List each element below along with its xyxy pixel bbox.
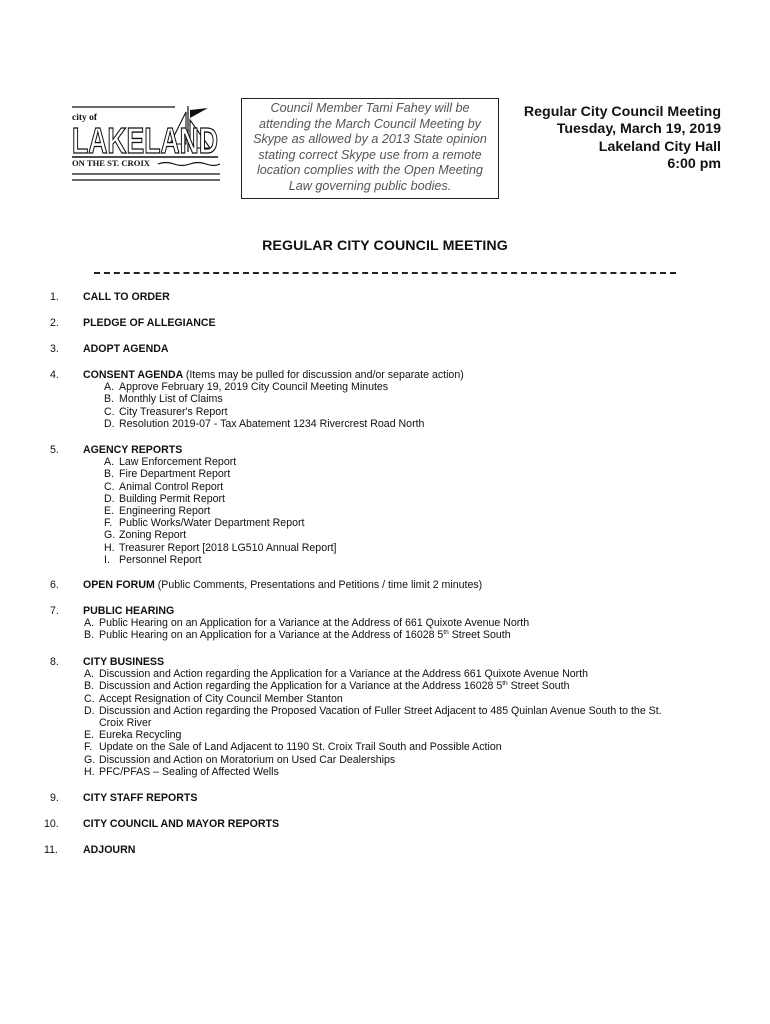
meeting-date: Tuesday, March 19, 2019 [556, 121, 721, 138]
subitem-letter: G. [84, 753, 96, 766]
subitem-text: Monthly List of Claims [119, 393, 223, 406]
subitem [104, 418, 424, 430]
subitem-letter: B. [104, 393, 115, 406]
subitem-letter: A. [84, 668, 95, 681]
agenda-number: 8. [50, 656, 59, 668]
subitem-letter: E. [104, 505, 115, 517]
subitem [84, 668, 662, 680]
logo-city-of: city of [72, 113, 98, 123]
subitem [104, 554, 337, 566]
subitem-letter: D. [104, 492, 115, 505]
subitem-text: Eureka Recycling [99, 729, 182, 742]
subitem [84, 729, 662, 741]
subitem-letter: A. [104, 381, 115, 394]
subitem-text: Public Hearing on an Application for a Variance at the Address of 661 Quixote Avenue North [99, 617, 530, 630]
agenda-heading: ADJOURN [83, 844, 136, 856]
subitem-letter: C. [104, 405, 115, 418]
agenda-subitems [84, 668, 662, 778]
subitem-letter: D. [104, 417, 115, 430]
agenda-heading-text: OPEN FORUM [83, 579, 155, 591]
subitem [104, 468, 337, 480]
logo-tagline: ON THE ST. CROIX [72, 158, 150, 168]
subitem-text: Animal Control Report [119, 480, 224, 493]
agenda-heading [83, 369, 464, 381]
subitem [104, 456, 337, 468]
subitem-letter: A. [104, 456, 115, 469]
agenda-number: 1. [50, 291, 59, 303]
ordinal-suffix: th [502, 680, 508, 688]
subitem [84, 693, 662, 705]
subitem-text: Discussion and Action on Moratorium on Used Car Dealerships [99, 753, 396, 766]
agenda-heading: CITY COUNCIL AND MAYOR REPORTS [83, 818, 280, 830]
subitem-text: Zoning Report [119, 529, 187, 542]
agenda-subitems [104, 456, 337, 566]
subitem-text: Treasurer Report [2018 LG510 Annual Report] [119, 541, 337, 554]
agenda-heading: ADOPT AGENDA [83, 343, 169, 355]
subitem [104, 505, 337, 517]
subitem-letter: B. [104, 468, 115, 481]
subitem [104, 529, 337, 541]
subitem [84, 766, 662, 778]
subitem-continuation: Croix River [99, 717, 152, 729]
subitem [104, 393, 424, 405]
agenda-number: 11. [44, 844, 58, 856]
subitem [84, 741, 662, 753]
subitem [104, 517, 337, 529]
subitem [104, 406, 424, 418]
agenda-heading: PUBLIC HEARING [83, 605, 175, 617]
subitem-text-end: Street South [507, 680, 570, 693]
subitem [104, 381, 424, 393]
subitem-letter: E. [84, 729, 95, 742]
subitem-text: Law Enforcement Report [119, 456, 237, 469]
subitem [104, 493, 337, 505]
agenda-heading-text: CONSENT AGENDA [83, 369, 183, 381]
subitem [84, 705, 662, 717]
subitem-letter: F. [84, 741, 93, 754]
subitem [104, 542, 337, 554]
meeting-location: Lakeland City Hall [598, 138, 721, 155]
meeting-time: 6:00 pm [667, 156, 721, 173]
subitem-text: Public Works/Water Department Report [119, 517, 305, 530]
subitem-letter: H. [84, 765, 95, 778]
agenda-heading: PLEDGE OF ALLEGIANCE [83, 317, 216, 329]
subitem-text: Discussion and Action regarding the Application for a Variance at the Address 661 Quixote Avenue North [99, 668, 588, 681]
subitem-text: Approve February 19, 2019 City Council Meeting Minutes [119, 381, 389, 394]
agenda-number: 9. [50, 792, 59, 804]
subitem-letter: C. [84, 692, 95, 705]
agenda-heading: CITY STAFF REPORTS [83, 792, 198, 804]
agenda-heading: CITY BUSINESS [83, 656, 165, 668]
subitem-text: Update on the Sale of Land Adjacent to 1190 St. Croix Trail South and Possible Action [99, 741, 502, 754]
agenda-subitems [84, 617, 529, 641]
subitem-text: Resolution 2019-07 - Tax Abatement 1234 Rivercrest Road North [119, 417, 425, 430]
agenda-heading-note: (Public Comments, Presentations and Petitions / time limit 2 minutes) [157, 579, 483, 591]
subitem-text: Public Hearing on an Application for a Variance at the Address of 16028 5 [99, 629, 444, 642]
subitem-text: Accept Resignation of City Council Member Stanton [99, 692, 343, 705]
subitem-letter: F. [104, 517, 113, 530]
page-title: REGULAR CITY COUNCIL MEETING [262, 238, 508, 254]
meeting-type: Regular City Council Meeting [523, 104, 721, 120]
subitem-letter: D. [84, 704, 95, 717]
subitem-letter: B. [84, 629, 95, 642]
subitem-text: PFC/PFAS – Sealing of Affected Wells [99, 765, 279, 778]
subitem-letter: B. [84, 680, 95, 693]
agenda-heading-note: (Items may be pulled for discussion and/or separate action) [185, 369, 464, 381]
subitem-letter: A. [84, 617, 95, 630]
agenda-number: 4. [50, 369, 59, 381]
subitem [84, 680, 662, 692]
subitem-letter: I. [104, 553, 110, 566]
subitem-letter: C. [104, 480, 115, 493]
subitem-text: Discussion and Action regarding the Application for a Variance at the Address 16028 5 [99, 680, 503, 693]
agenda-heading: AGENCY REPORTS [83, 444, 183, 456]
subitem [84, 754, 662, 766]
subitem-text: City Treasurer's Report [119, 405, 228, 418]
agenda-heading: CALL TO ORDER [83, 291, 170, 303]
agenda-number: 10. [44, 818, 59, 830]
subitem-text: Engineering Report [119, 505, 211, 517]
subitem [84, 617, 529, 629]
ordinal-suffix: th [443, 629, 449, 637]
agenda-number: 2. [50, 317, 59, 329]
agenda-subitems [104, 381, 424, 430]
agenda-heading [83, 579, 482, 591]
agenda-number: 5. [50, 444, 59, 456]
subitem-text: Personnel Report [119, 553, 202, 566]
subitem [84, 629, 529, 641]
agenda-number: 6. [50, 579, 59, 591]
subitem-text: Building Permit Report [119, 492, 225, 505]
subitem-text: Discussion and Action regarding the Proposed Vacation of Fuller Street Adjacent to 485 Quinlan Avenue South to the St. [99, 704, 662, 717]
agenda-number: 7. [50, 605, 59, 617]
logo-city-name: LAKELAND [72, 120, 218, 161]
agenda-number: 3. [50, 343, 59, 355]
subitem-text-end: Street South [448, 629, 511, 642]
subitem [104, 481, 337, 493]
skype-notice-box: Council Member Tami Fahey will be attending the March Council Meeting by Skype as allowed by a 2013 State opinion stating correct Skype use from a remote location complies with the Open Meeting Law governing public bodies. [241, 98, 499, 199]
subitem-letter: H. [104, 541, 115, 554]
subitem-text: Fire Department Report [119, 468, 231, 481]
subitem-letter: G. [104, 529, 116, 542]
